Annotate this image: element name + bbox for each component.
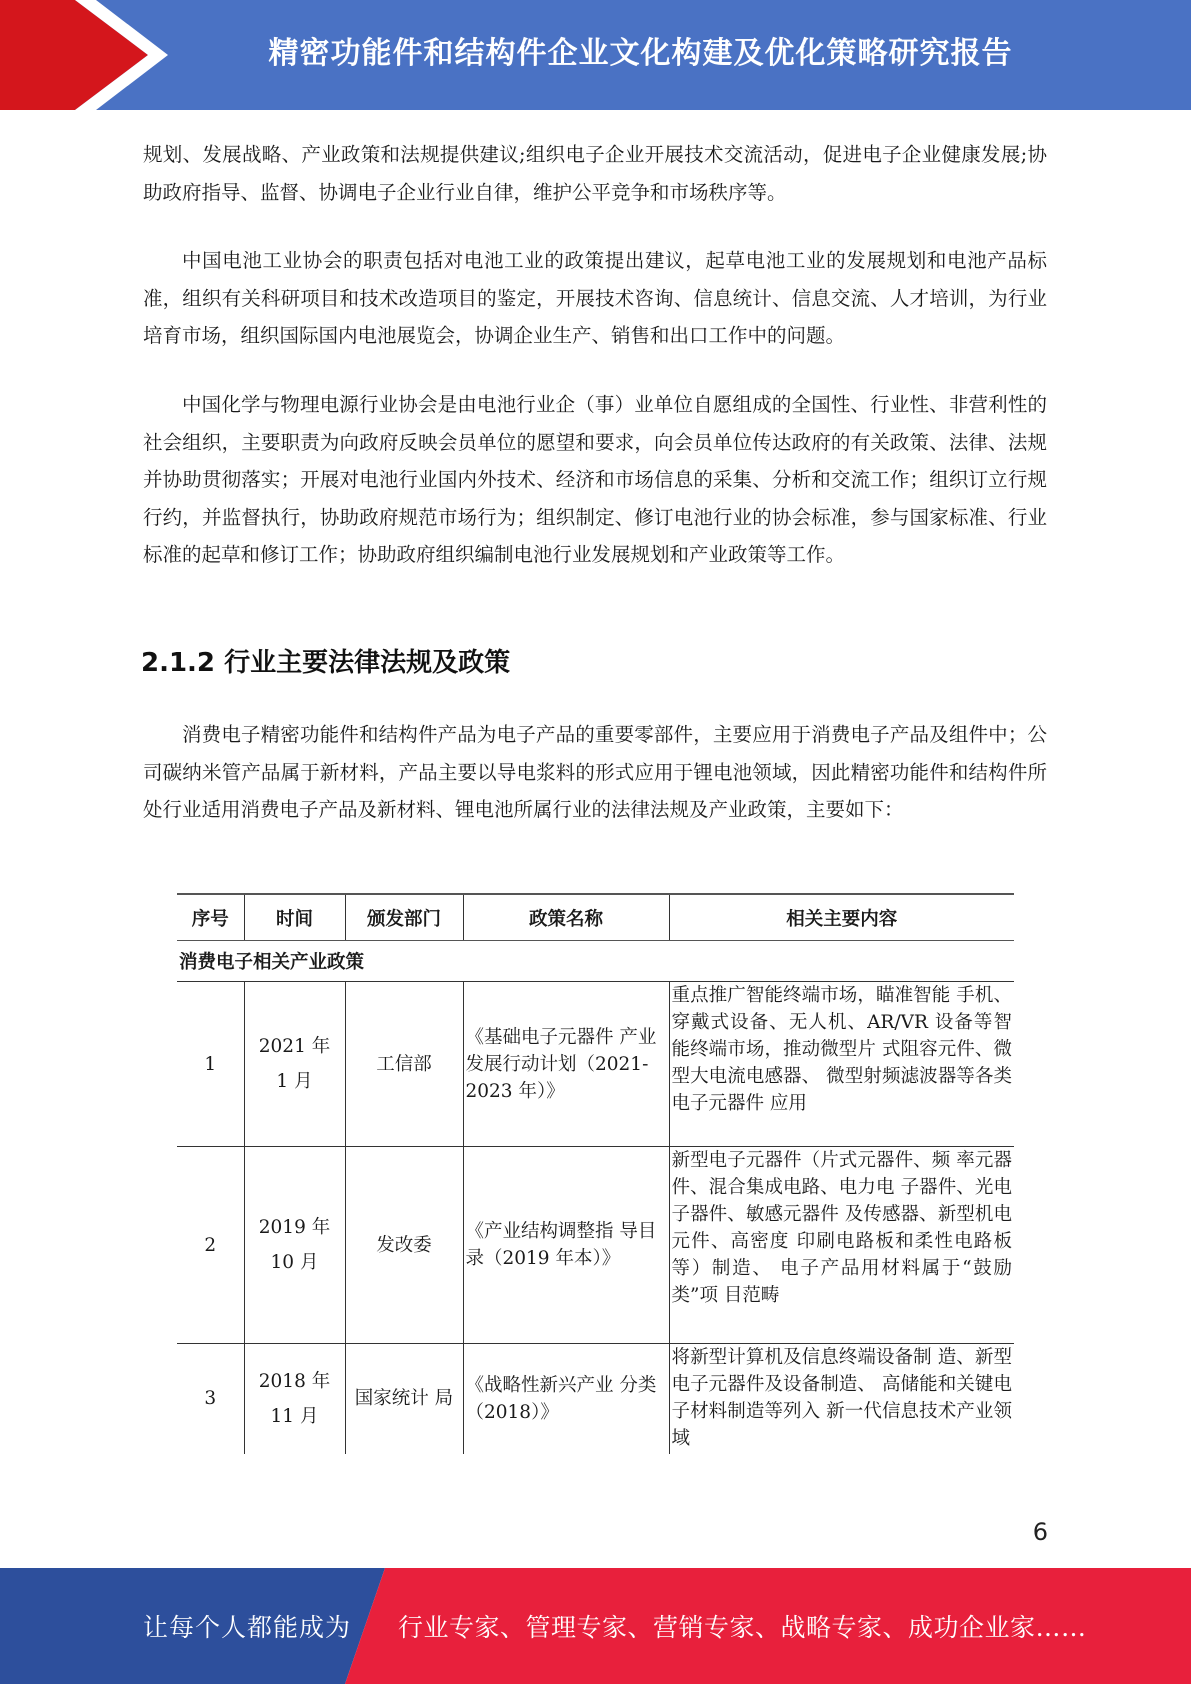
header-red-chevron: [0, 0, 148, 110]
cell-date-month: 1 月: [276, 1071, 313, 1092]
col-header-date: 时间: [244, 894, 345, 941]
footer-slogan-right: 行业专家、管理专家、营销专家、战略专家、成功企业家……: [398, 1613, 1087, 1642]
cell-no: 1: [177, 982, 244, 1147]
table-row: [177, 1344, 1014, 1454]
table-row: [177, 982, 1014, 1147]
cell-date: [244, 1344, 345, 1454]
cell-policy-name: 《基础电子元器件 产业发展行动计划（2021-2023 年）》: [463, 982, 669, 1147]
cell-policy-name: 《产业结构调整指 导目录（2019 年本）》: [463, 1147, 669, 1344]
cell-date-year: 2019 年: [258, 1217, 331, 1238]
cell-department: 国家统计 局: [345, 1344, 463, 1454]
cell-content: 将新型计算机及信息终端设备制 造、新型电子元器件及设备制造、 高储能和关键电子材料制造等列入 新一代信息技术产业领域: [669, 1344, 1014, 1454]
section-intro-paragraph: 消费电子精密功能件和结构件产品为电子产品的重要零部件，主要应用于消费电子产品及组件中；公司碳纳米管产品属于新材料，产品主要以导电浆料的形式应用于锂电池领域，因此精密功能件和结构件所处行业适用消费电子产品及新材料、锂电池所属行业的法律法规及产业政策，主要如下：: [143, 723, 1047, 821]
cell-date-year: 2018 年: [258, 1370, 331, 1392]
cell-content: 重点推广智能终端市场，瞄准智能 手机、穿戴式设备、无人机、AR/VR 设备等智能终端市场，推动微型片 式阻容元件、微型大电流电感器、 微型射频滤波器等各类电子元器件 应用: [669, 982, 1014, 1147]
col-header-policy-name: 政策名称: [463, 894, 669, 941]
cell-policy-name: 《战略性新兴产业 分类（2018）》: [463, 1344, 669, 1454]
page-number: 6: [1032, 1518, 1048, 1546]
page-header: [0, 0, 1191, 110]
cell-date: [244, 1147, 345, 1344]
table-category-row: [177, 941, 1014, 982]
col-header-no: 序号: [177, 894, 244, 941]
table-header-row: [177, 894, 1014, 941]
document-title: 精密功能件和结构件企业文化构建及优化策略研究报告: [268, 36, 1013, 71]
category-label: 消费电子相关产业政策: [177, 941, 1014, 982]
cell-date: [244, 982, 345, 1147]
footer-slogan-left: 让每个人都能成为: [143, 1613, 352, 1642]
cell-date-month: 10 月: [270, 1252, 319, 1273]
cell-date-month: 11 月: [270, 1405, 319, 1427]
cell-no: 3: [177, 1344, 244, 1454]
paragraph-power-source-association: 中国化学与物理电源行业协会是由电池行业企（事）业单位自愿组成的全国性、行业性、非营利性的社会组织，主要职责为向政府反映会员单位的愿望和要求，向会员单位传达政府的有关政策、法律、法规并协助贯彻落实；开展对电池行业国内外技术、经济和市场信息的采集、分析和交流工作；组织订立行规行约，并监督执行，协助政府规范市场行为；组织制定、修订电池行业的协会标准，参与国家标准、行业标准的起草和修订工作；协助政府组织编制电池行业发展规划和产业政策等工作。: [143, 393, 1047, 566]
cell-department: 发改委: [345, 1147, 463, 1344]
cell-no: 2: [177, 1147, 244, 1344]
col-header-content: 相关主要内容: [669, 894, 1014, 941]
table-row: [177, 1147, 1014, 1344]
cell-content: 新型电子元器件（片式元器件、频 率元器件、混合集成电路、电力电 子器件、光电子器件、敏感元器件 及传感器、新型机电元件、高密度 印刷电路板和柔性电路板等）制造、 电子产品用材料属于“鼓励类”项 目范畴: [669, 1147, 1014, 1344]
cell-department: 工信部: [345, 982, 463, 1147]
paragraph-battery-association: 中国电池工业协会的职责包括对电池工业的政策提出建议，起草电池工业的发展规划和电池产品标准，组织有关科研项目和技术改造项目的鉴定，开展技术咨询、信息统计、信息交流、人才培训，为行业培育市场，组织国际国内电池展览会，协调企业生产、销售和出口工作中的问题。: [143, 249, 1047, 347]
cell-date-year: 2021 年: [258, 1036, 331, 1057]
policy-table: [177, 893, 1014, 1454]
page-footer: [0, 1568, 1191, 1684]
paragraph-continuation: 规划、发展战略、产业政策和法规提供建议;组织电子企业开展技术交流活动，促进电子企业健康发展;协助政府指导、监督、协调电子企业行业自律，维护公平竞争和市场秩序等。: [143, 143, 1047, 204]
section-heading: 2.1.2 行业主要法律法规及政策: [141, 648, 511, 678]
col-header-department: 颁发部门: [345, 894, 463, 941]
